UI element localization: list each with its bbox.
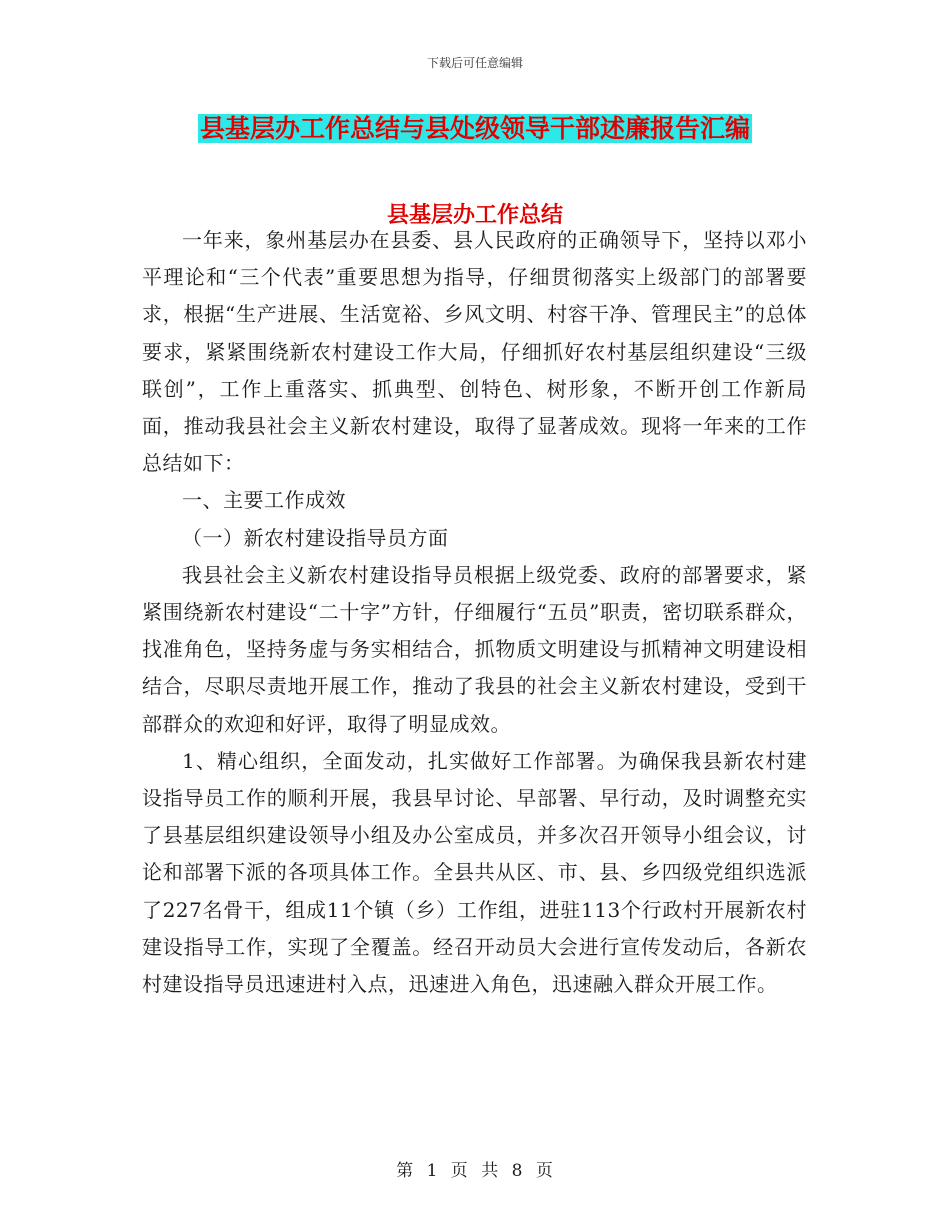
heading-main-achievements: 一、主要工作成效 [182, 488, 346, 513]
page-footer: 第 1 页 共 8 页 [396, 1161, 554, 1181]
paragraph-intro: 一年来，象州基层办在县委、县人民政府的正确领导下，坚持以邓小平理论和“三个代表”重要思想为指导，仔细贯彻落实上级部门的部署要求，根据“生产进展、生活宽裕、乡风文明、村容干净、管理民主”的总体要求，紧紧围绕新农村建设工作大局，仔细抓好农村基层组织建设“三级联创”，工作上重落实、抓典型、创特色、树形象，不断开创工作新局面，推动我县社会主义新农村建设，取得了显著成效。现将一年来的工作总结如下： [142, 228, 807, 476]
paragraph-item-1: 1、精心组织，全面发动，扎实做好工作部署。为确保我县新农村建设指导员工作的顺利开展，我县早讨论、早部署、早行动，及时调整充实了县基层组织建设领导小组及办公室成员，并多次召开领导小组会议，讨论和部署下派的各项具体工作。全县共从区、市、县、乡四级党组织选派了227名骨干，组成11个镇（乡）工作组，进驻113个行政村开展新农村建设指导工作，实现了全覆盖。经召开动员大会进行宣传发动后，各新农村建设指导员迅速进村入点，迅速进入角色，迅速融入群众开展工作。 [142, 748, 807, 997]
document-title-text: 县基层办工作总结与县处级领导干部述廉报告汇编 [199, 114, 750, 143]
section-title: 县基层办工作总结 [386, 202, 563, 228]
header-note: 下载后可任意编辑 [426, 56, 523, 70]
document-title [0, 112, 950, 146]
document-body [142, 222, 807, 1003]
paragraph-instructors: 我县社会主义新农村建设指导员根据上级党委、政府的部署要求，紧紧围绕新农村建设“二十字”方针，仔细履行“五员”职责，密切联系群众，找准角色，坚持务虚与务实相结合，抓物质文明建设与抓精神文明建设相结合，尽职尽责地开展工作，推动了我县的社会主义新农村建设，受到干部群众的欢迎和好评，取得了明显成效。 [142, 562, 807, 736]
subheading-instructors: （一）新农村建设指导员方面 [182, 525, 449, 550]
